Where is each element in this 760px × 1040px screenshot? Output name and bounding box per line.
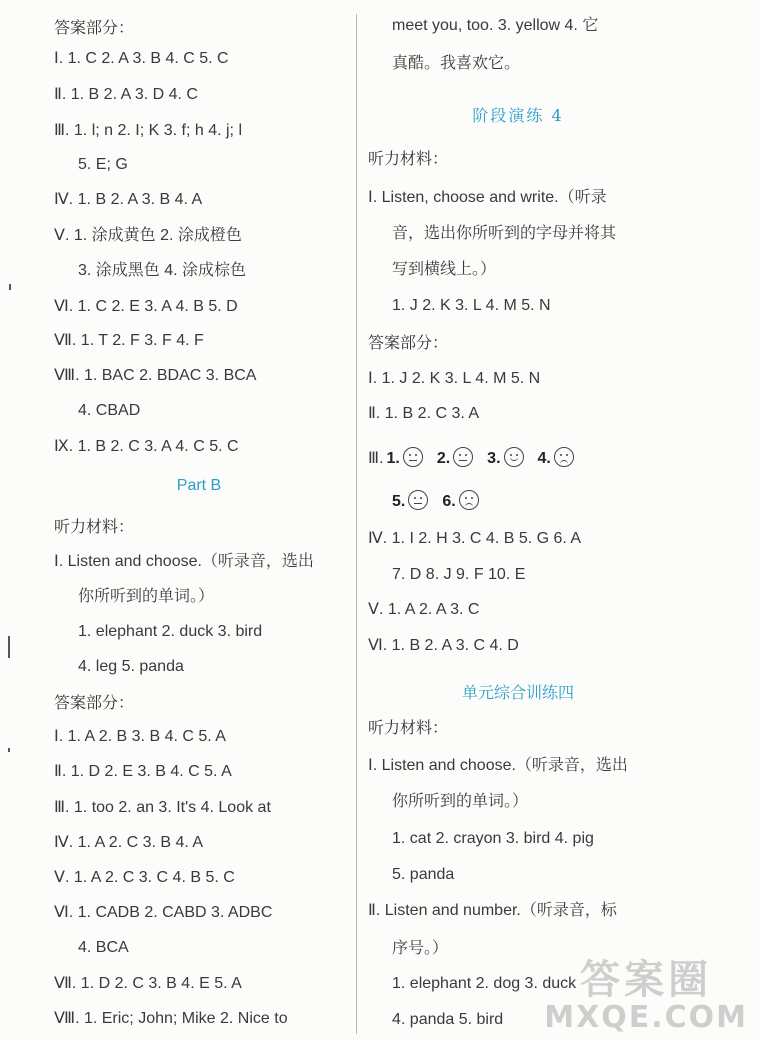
scan-mark [8, 748, 10, 752]
answer-line: Ⅰ. 1. J 2. K 3. L 4. M 5. N [368, 370, 541, 387]
answer-line-faces [392, 490, 479, 512]
answer-line: 1. elephant 2. duck 3. bird [78, 623, 263, 640]
section-heading: 听力材料： [368, 149, 449, 168]
watermark [544, 958, 748, 1034]
neutral-face-icon [403, 447, 423, 467]
answer-line: Ⅷ. 1. Eric; John; Mike 2. Nice to [54, 1010, 288, 1027]
answer-line: 4. CBAD [78, 402, 141, 419]
answer-line: Ⅴ. 1. A 2. A 3. C [368, 601, 480, 618]
answer-line: 写到横线上。） [392, 261, 497, 278]
section-heading: 答案部分： [368, 333, 449, 352]
item-number: 2. [436, 450, 451, 467]
section-heading: 听力材料： [368, 718, 449, 737]
answer-line: 4. BCA [78, 939, 129, 956]
answer-line: Ⅱ. 1. B 2. C 3. A [368, 405, 480, 422]
answer-line: 真酷。我喜欢它。 [392, 55, 521, 72]
scan-mark [8, 636, 10, 658]
answer-line: 序号。） [392, 940, 449, 957]
answer-line: Ⅴ. 1. A 2. C 3. C 4. B 5. C [54, 869, 235, 886]
answer-line-faces [368, 447, 574, 469]
frowning-face-icon [554, 447, 574, 467]
answer-line: Ⅳ. 1. A 2. C 3. B 4. A [54, 834, 204, 851]
scan-mark [9, 284, 11, 290]
neutral-face-icon [453, 447, 473, 467]
answer-line: 4. leg 5. panda [78, 658, 184, 675]
answer-line: 你所听到的单词。） [392, 793, 529, 810]
frowning-face-icon [459, 490, 479, 510]
answer-line: 音，选出你所听到的字母并将其 [392, 225, 617, 242]
answer-line: meet you, too. 3. yellow 4. 它 [392, 17, 599, 34]
column-divider [356, 14, 357, 1034]
answer-line: Ⅴ. 1. 涂成黄色 2. 涂成橙色 [54, 227, 242, 244]
answer-line: Ⅷ. 1. BAC 2. BDAC 3. BCA [54, 367, 257, 384]
answer-line: Ⅰ. Listen and choose.（听录音，选出 [368, 757, 628, 774]
answer-line: Ⅸ. 1. B 2. C 3. A 4. C 5. C [54, 438, 239, 455]
answer-line: 1. cat 2. crayon 3. bird 4. pig [392, 830, 594, 847]
answer-line: Ⅶ. 1. T 2. F 3. F 4. F [54, 332, 204, 349]
answer-line: 3. 涂成黑色 4. 涂成棕色 [78, 262, 247, 279]
section-heading: 听力材料： [54, 517, 135, 536]
answer-line: Ⅲ. 1. l; n 2. I; K 3. f; h 4. j; l [54, 122, 242, 139]
answer-line: Ⅰ. Listen and choose.（听录音，选出 [54, 553, 314, 570]
answer-line: 4. panda 5. bird [392, 1011, 504, 1028]
answer-line: 7. D 8. J 9. F 10. E [392, 566, 526, 583]
section-heading: 答案部分： [54, 693, 135, 712]
answer-line: Ⅱ. Listen and number.（听录音，标 [368, 902, 617, 919]
neutral-face-icon [408, 490, 428, 510]
answer-line: 你所听到的单词。） [78, 588, 215, 605]
answer-line: Ⅵ. 1. CADB 2. CABD 3. ADBC [54, 904, 273, 921]
roman-numeral: Ⅲ. [368, 450, 384, 467]
section-title: Part B [176, 477, 222, 494]
item-number: 5. [392, 493, 406, 510]
section-heading: 答案部分： [54, 18, 135, 37]
item-number: 1. [386, 450, 400, 467]
answer-line: Ⅳ. 1. I 2. H 3. C 4. B 5. G 6. A [368, 530, 582, 547]
item-number: 6. [442, 493, 456, 510]
item-number: 4. [537, 450, 551, 467]
answer-line: 1. J 2. K 3. L 4. M 5. N [392, 297, 551, 314]
answer-line: Ⅰ. 1. C 2. A 3. B 4. C 5. C [54, 50, 229, 67]
answer-line: Ⅰ. 1. A 2. B 3. B 4. C 5. A [54, 728, 226, 745]
answer-line: Ⅵ. 1. B 2. A 3. C 4. D [368, 637, 519, 654]
answer-line: Ⅲ. 1. too 2. an 3. It's 4. Look at [54, 799, 271, 816]
answer-line: Ⅶ. 1. D 2. C 3. B 4. E 5. A [54, 975, 242, 992]
item-number: 3. [487, 450, 501, 467]
answer-line: Ⅵ. 1. C 2. E 3. A 4. B 5. D [54, 298, 238, 315]
answer-line: 5. E; G [78, 156, 128, 173]
answer-line: Ⅰ. Listen, choose and write.（听录 [368, 189, 607, 206]
answer-line: Ⅳ. 1. B 2. A 3. B 4. A [54, 191, 203, 208]
answer-line: 1. elephant 2. dog 3. duck [392, 975, 577, 992]
answer-line: Ⅱ. 1. B 2. A 3. D 4. C [54, 86, 198, 103]
answer-line: 5. panda [392, 866, 455, 883]
smiling-face-icon [504, 447, 524, 467]
answer-line: Ⅱ. 1. D 2. E 3. B 4. C 5. A [54, 763, 232, 780]
section-title: 单元综合训练四 [461, 685, 574, 702]
section-title: 阶段演练 4 [472, 106, 564, 125]
watermark-url: MXQE.COM [544, 1000, 748, 1035]
watermark-logo-text: 答案圈 [580, 957, 713, 1003]
